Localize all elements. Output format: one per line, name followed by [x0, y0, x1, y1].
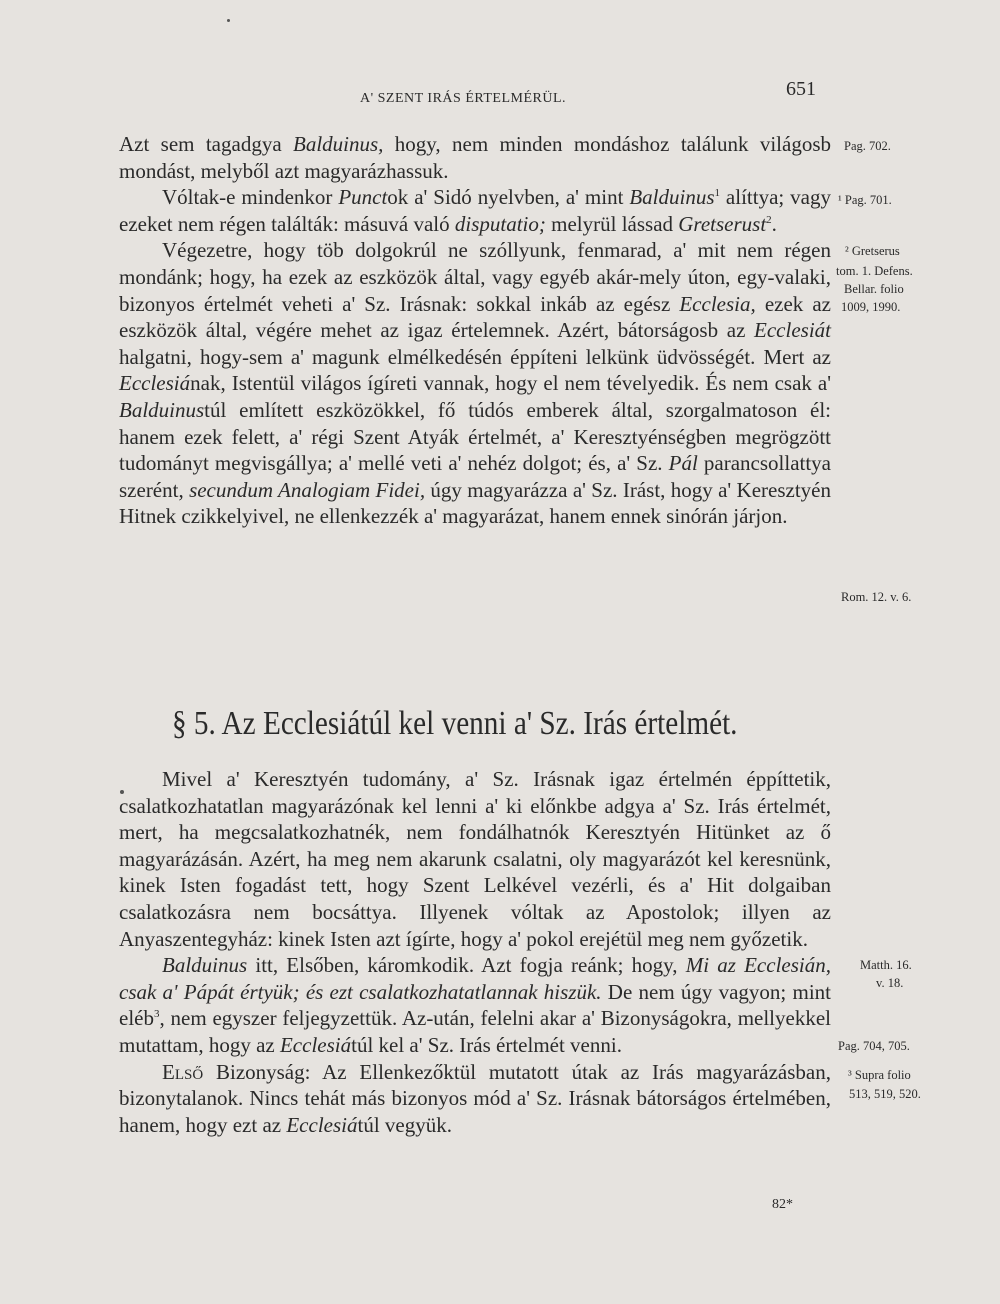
margin-note: ³ Supra folio: [848, 1068, 911, 1082]
margin-note: tom. 1. Defens.: [836, 264, 913, 278]
paragraph: Vóltak-e mindenkor Punctok a' Sidó nyelvben, a' mint Balduinus$^1$ alíttya; vagy ezeket nem régen találták: másuvá való disputatio; melyrül lássad Gretserust$^2$.: [119, 185, 831, 236]
margin-note: Pag. 702.: [844, 139, 891, 153]
margin-note: Rom. 12. v. 6.: [841, 590, 912, 604]
margin-note: Pag. 704, 705.: [838, 1039, 910, 1053]
margin-note: 1009, 1990.: [841, 300, 901, 314]
paragraph: Mivel a' Keresztyén tudomány, a' Sz. Irásnak igaz értelmén éppíttetik, csalatkozhatatlan magyarázónak kel lenni a' ki előnkbe adgya a' Sz. Irás értelmét, mert, ha megcsalatkozhatnék, nem fondálhatnók Keresztyén Hitünket az ő magyarázásán. Azért, ha meg nem akarunk csalatni, oly magyarázót kel keresnünk, kinek Isten fogadást tett, hogy Szent Lelkével vezérli, és a' Hit dolgaiban csalatkozásra nem bocsáttya. Illyenek vóltak az Apostolok; illyen az Anyaszentegyház: kinek Isten azt ígírte, hogy a' pokol erejétül meg nem győzetik.: [119, 767, 831, 951]
paragraph: Azt sem tagadgya Balduinus, hogy, nem minden mondáshoz találunk világosb mondást, melyből azt magyarázhassuk.: [119, 132, 831, 183]
paragraph: Végezetre, hogy töb dolgokrúl ne szóllyunk, fenmarad, a' mit nem régen mondánk; hogy, ha ezek az eszközök által, vagy egyéb akár-mely úton, egy-valaki, bizonyos értelmét veheti a' Sz. Irásnak: sokkal inkáb az egész Ecclesia, ezek az eszközök által, végére mehet az igaz értelemnek. Azért, bátorságosb az Ecclesiát halgatni, hogy-sem a' magunk elmélkedésén éppíteni lelkünk üdvösségét. Mert az Ecclesiának, Istentül világos ígíreti vannak, hogy el nem tévelyedik. És nem csak a' Balduinustúl említett eszközökkel, fő túdós emberek által, szorgalmatoson él: hanem ezek felett, a' régi Szent Atyák értelmét, a' Keresztyénségben megrögzött tudományt megvisgállya; a' mellé veti a' nehéz dolgot; és, a' Sz. Pál parancsollattya szerént, secundum Analogiam Fidei, úgy magyarázza a' Sz. Irást, hogy a' Keresztyén Hitnek czikkelyivel, ne ellenkezzék a' magyarázat, hanem ennek sinórán járjon.: [119, 238, 832, 529]
margin-note: ¹ Pag. 701.: [838, 193, 892, 207]
margin-note: 513, 519, 520.: [849, 1087, 921, 1101]
body-text-block: [119, 766, 831, 1138]
running-header: A' SZENT IRÁS ÉRTELMÉRÜL.: [360, 91, 567, 106]
margin-note: v. 18.: [876, 976, 904, 990]
margin-note: ² Gretserus: [845, 244, 900, 258]
margin-note: Bellar. folio: [844, 282, 904, 296]
body-text-block: [119, 131, 831, 530]
section-heading: § 5. Az Ecclesiátúl kel venni a' Sz. Irás értelmét.: [172, 705, 738, 742]
printer-signature-mark: 82*: [772, 1197, 793, 1212]
paragraph: Balduinus itt, Elsőben, káromkodik. Azt fogja reánk; hogy, Mi az Ecclesián, csak a' Pápát értyük; és ezt csalatkozhatatlannak hiszük. De nem úgy vagyon; mint eléb$^3$, nem egyszer feljegyzettük. Az-után, felelni akar a' Bizonyságokra, mellyekkel mutattam, hogy az Ecclesiátúl kel a' Sz. Irás értelmét venni.: [119, 953, 831, 1057]
paper-speck: [227, 19, 230, 22]
paragraph: Első Bizonyság: Az Ellenkezőktül mutatott útak az Irás magyarázásban, bizonytalanok. Nincs tehát más bizonyos mód a' Sz. Irásnak bátorságos értelmében, hanem, hogy ezt az Ecclesiátúl vegyük.: [119, 1059, 831, 1137]
page-number: 651: [786, 78, 816, 100]
margin-note: Matth. 16.: [860, 958, 912, 972]
paper-speck: [120, 790, 124, 794]
